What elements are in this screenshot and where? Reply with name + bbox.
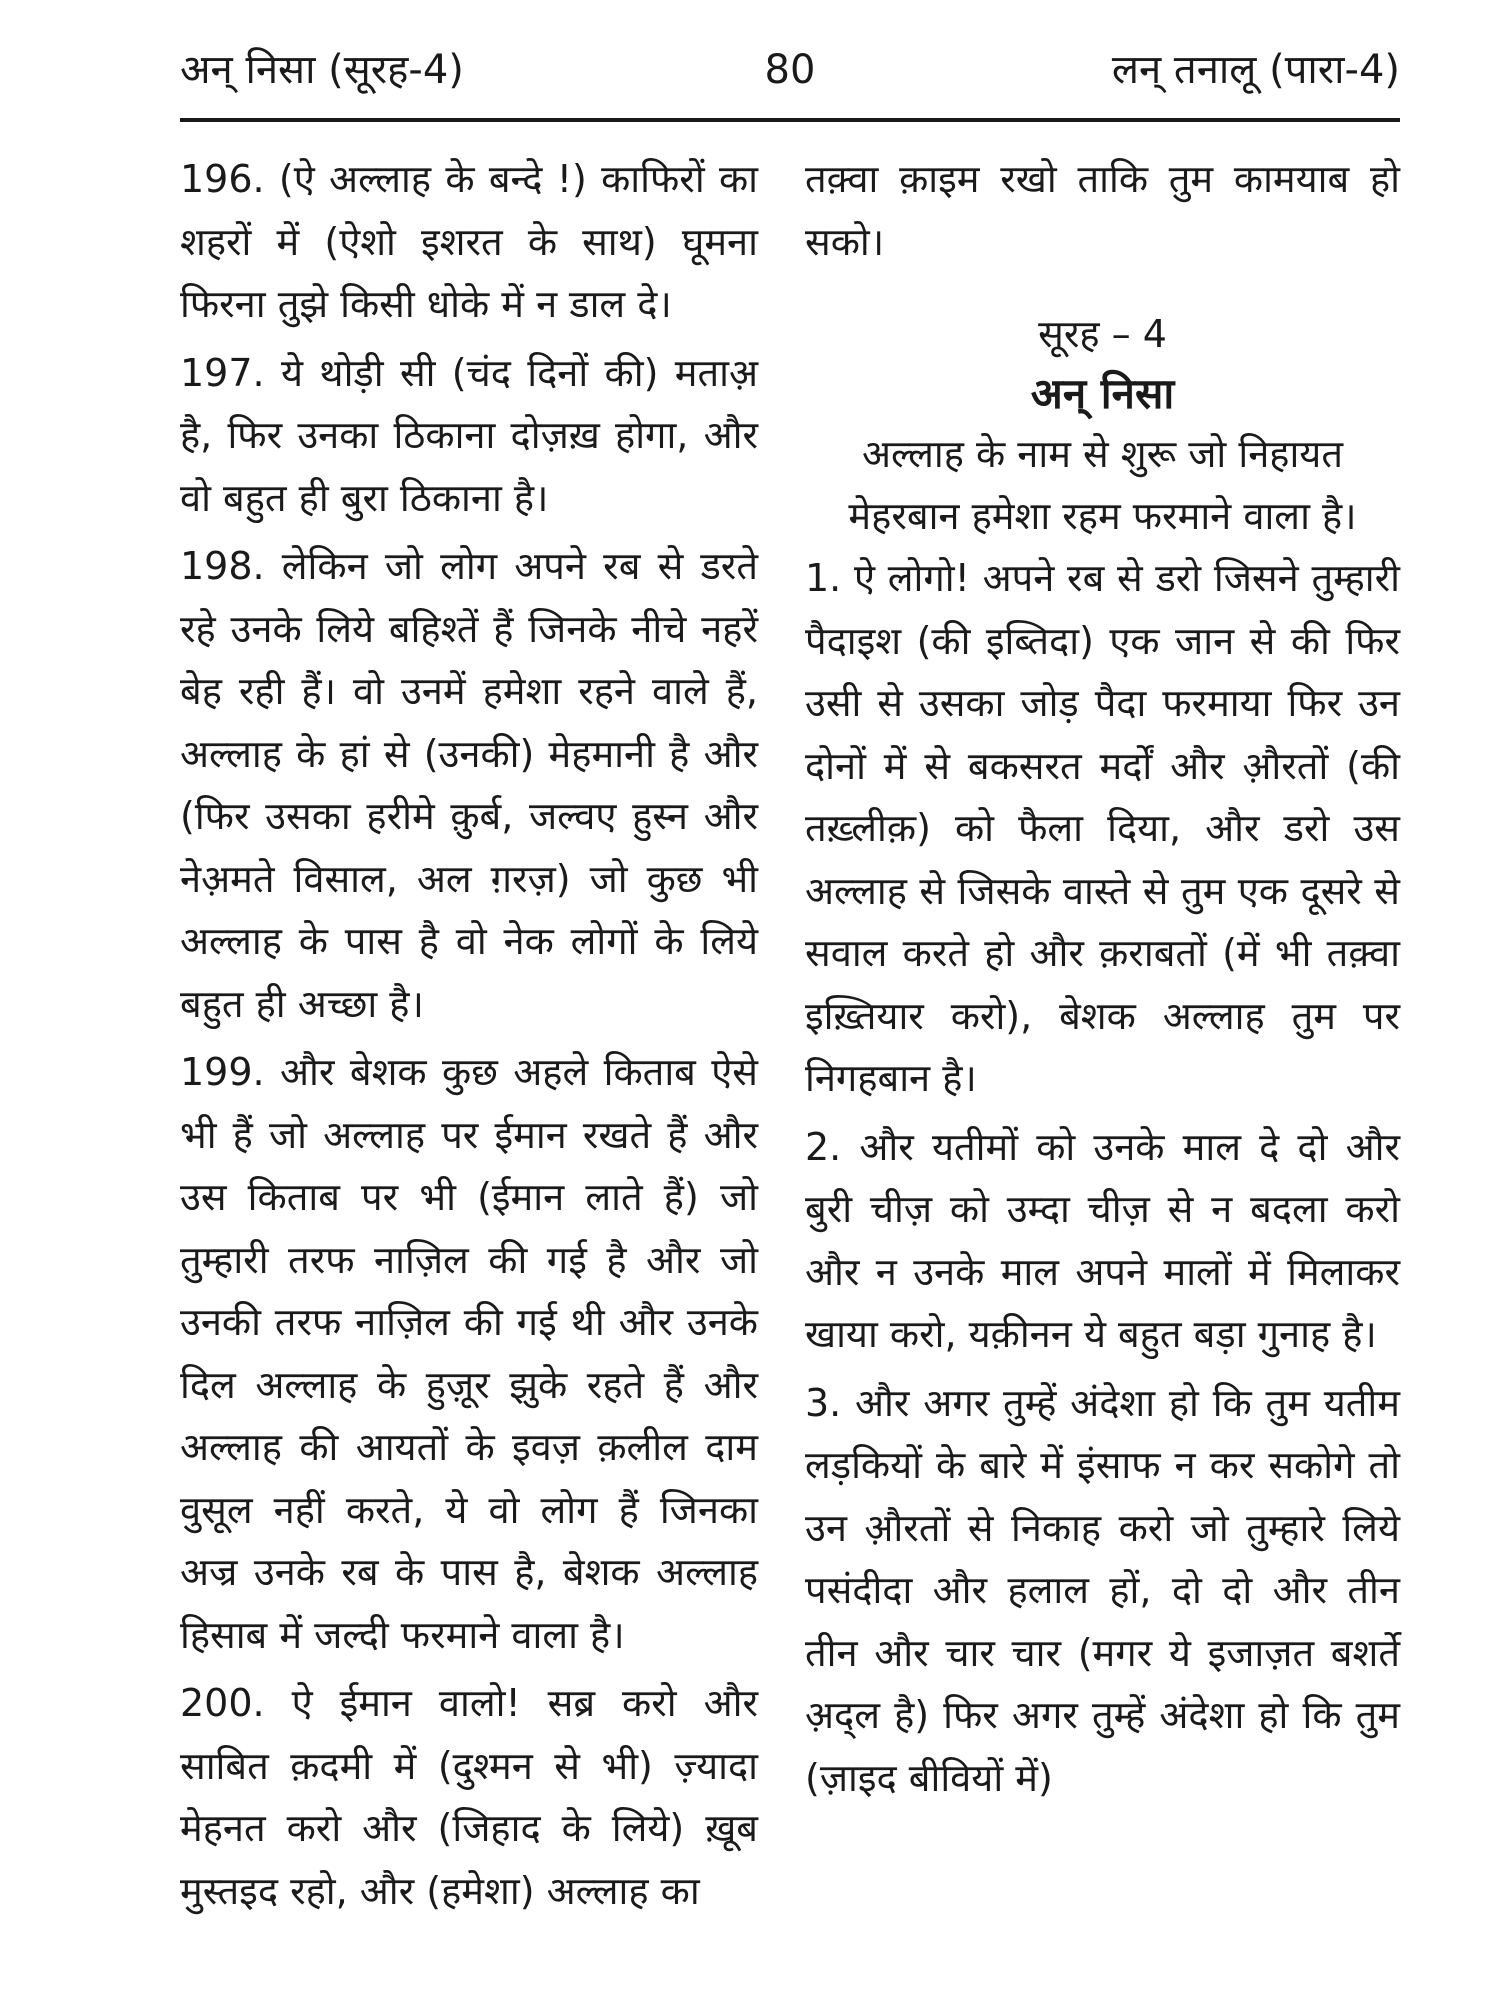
verse-197: 197. ये थोड़ी सी (चंद दिनों की) मताअ़ है, फिर उनका ठिकाना दोज़ख़ होगा, और वो बहुत ही बुरा ठिकाना है। xyxy=(180,350,758,520)
verse-1: 1. ऐ लोगो! अपने रब से डरो जिसने तुम्हारी पैदाइश (की इब्तिदा) एक जान से की फिर उसी से उसका जोड़ पैदा फरमाया फिर उन दोनों में से बकसरत मर्दों और औ़रतों (की तख़्लीक़) को फैला दिया, और डरो उस अल्लाह से जिसके वास्ते से तुम एक दूसरे से सवाल करते हो और क़राबतों (में भी तक़्वा इख़्तियार करो), बेशक अल्लाह तुम पर निगहबान है। xyxy=(805,556,1400,1100)
verse-199: 199. और बेशक कुछ अहले किताब ऐसे भी हैं जो अल्लाह पर ईमान रखते हैं और उस किताब पर भी (ईमान लाते हैं) जो तुम्हारी तरफ नाज़िल की गई है और जो उनकी तरफ नाज़िल की गई थी और उनके दिल अल्लाह के हुज़ूर झुके रहते हैं और अल्लाह की आयतों के इवज़ क़लील दाम वुसूल नहीं करते, ये वो लोग हैं जिनका अज्र उनके रब के पास है, बेशक अल्लाह हिसाब में जल्दी फरमाने वाला है। xyxy=(180,1050,758,1657)
page-header xyxy=(180,40,1400,100)
surah-title: अन् निसा xyxy=(1030,369,1175,418)
right-column xyxy=(805,148,1400,1815)
para-running-title: लन् तनालू (पारा-4) xyxy=(1111,47,1400,93)
page-number: 80 xyxy=(764,47,816,93)
verse-198: 198. लेकिन जो लोग अपने रब से डरते रहे उनके लिये बहिश्तें हैं जिनके नीचे नहरें बेह रही हैं। वो उनमें हमेशा रहने वाले हैं, अल्लाह के हां से (उनकी) मेहमानी है और (फिर उसका हरीमे क़ुर्ब, जल्वए हुस्न और नेअ़मते विसाल, अल ग़रज़) जो कुछ भी अल्लाह के पास है वो नेक लोगों के लिये बहुत ही अच्छा है। xyxy=(180,544,758,1026)
verse-200: 200. ऐ ईमान वालो! सब्र करो और साबित क़दमी में (दुश्मन से भी) ज़्यादा मेहनत करो और (जिहाद के लिये) ख़ूब मुस्तइद रहो, और (हमेशा) अल्लाह का xyxy=(180,1681,758,1913)
surah-running-title: अन् निसा (सूरह-4) xyxy=(180,47,464,93)
left-column xyxy=(180,148,758,1928)
bismillah-line-1: अल्लाह के नाम से शुरू जो निहायत xyxy=(861,432,1343,476)
bismillah-line-2: मेहरबान हमेशा रहम फरमाने वाला है। xyxy=(848,494,1357,538)
verse-196: 196. (ऐ अल्लाह के बन्दे !) काफिरों का शहरों में (ऐशो इशरत के साथ) घूमना फिरना तुझे किसी धोके में न डाल दे। xyxy=(180,157,758,326)
verse-2: 2. और यतीमों को उनके माल दे दो और बुरी चीज़ को उम्दा चीज़ से न बदला करो और न उनके माल अपने मालों में मिलाकर खाया करो, यक़ीनन ये बहुत बड़ा गुनाह है। xyxy=(805,1124,1400,1356)
verse-3: 3. और अगर तुम्हें अंदेशा हो कि तुम यतीम लड़कियों के बारे में इंसाफ न कर सकोगे तो उन औ़रतों से निकाह करो जो तुम्हारे लिये पसंदीदा और हलाल हों, दो दो और तीन तीन और चार चार (मगर ये इजाज़त बशर्ते अ़द्ल है) फिर अगर तुम्हें अंदेशा हो कि तुम (ज़ाइद बीवियों में) xyxy=(805,1380,1400,1800)
header-rule xyxy=(180,118,1400,122)
verse-200-continuation: तक़्वा क़ाइम रखो ताकि तुम कामयाब हो सको। xyxy=(805,157,1400,264)
surah-number-label: सूरह – 4 xyxy=(1038,312,1167,356)
